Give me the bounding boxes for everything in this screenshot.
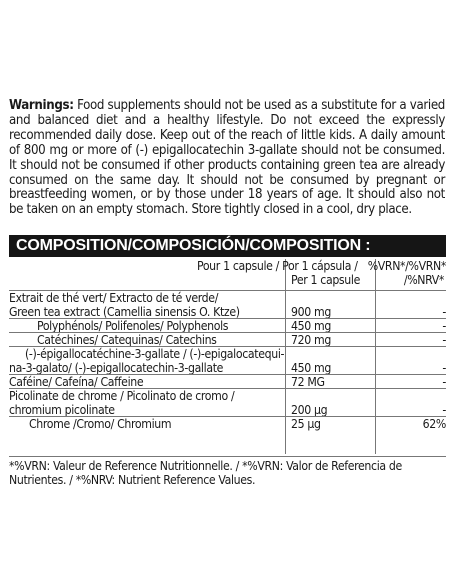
composition-title: COMPOSITION/COMPOSICIÓN/COMPOSITION : xyxy=(9,235,446,257)
ingredient-nrv: - xyxy=(442,319,446,333)
ingredient-amount: 25 µg xyxy=(291,417,321,431)
ingredient-name: Picolinate de chrome / Picolinato de cromo / xyxy=(9,389,235,403)
ingredient-name: na-3-galato/ (-)-epigallocatechin-3-gallate xyxy=(9,361,224,375)
ingredient-name: Green tea extract (Camellia sinensis O. Ktze) xyxy=(9,305,240,319)
header-vrn: %VRN*/%VRN* xyxy=(367,259,446,273)
footnote: *%VRN: Valeur de Reference Nutritionnelle. / *%VRN: Valor de Referencia de Nutrientes. / *%NRV: Nutrient Reference Values. xyxy=(9,459,402,487)
header-per-capsule-en: Per 1 capsule xyxy=(291,273,360,287)
ingredient-name: Catéchines/ Catequinas/ Catechins xyxy=(37,333,217,347)
warnings-paragraph xyxy=(9,99,445,218)
ingredient-amount: 72 MG xyxy=(291,375,325,389)
table-row xyxy=(9,416,446,431)
ingredient-name: chromium picolinate xyxy=(9,403,115,417)
table-row xyxy=(9,332,446,347)
ingredient-nrv: - xyxy=(442,403,446,417)
table-row xyxy=(9,318,446,333)
ingredient-amount: 450 mg xyxy=(291,319,331,333)
ingredient-nrv: - xyxy=(442,361,446,375)
table-row xyxy=(9,290,446,319)
table-header-row-2 xyxy=(9,273,446,287)
ingredient-name: Chrome /Cromo/ Chromium xyxy=(29,417,172,431)
ingredient-nrv: - xyxy=(442,305,446,319)
ingredient-name: Caféine/ Cafeína/ Caffeine xyxy=(9,375,144,389)
ingredient-amount: 720 mg xyxy=(291,333,331,347)
header-per-capsule: Pour 1 capsule / Por 1 cápsula / xyxy=(197,259,358,273)
ingredient-amount: 450 mg xyxy=(291,361,331,375)
ingredient-amount: 900 mg xyxy=(291,305,331,319)
ingredient-nrv: - xyxy=(442,333,446,347)
ingredient-nrv: 62% xyxy=(422,417,446,431)
ingredient-name: Polyphénols/ Polifenoles/ Polyphenols xyxy=(37,319,229,333)
ingredient-amount: 200 µg xyxy=(291,403,328,417)
warnings-text: Food supplements should not be used as a substitute for a varied and balanced diet and a healthy lifestyle. Do not exceed the expressly recommended daily dose. Keep out of the reach of little kids. A daily amount of 800 mg or more of (-) epigallocatechin 3-gallate should not be consumed. It should not be consumed if other products containing green tea are already consumed on the same day. It should not be consumed by pregnant or breastfeeding women, or by those under 18 years of age. It should also not be taken on an empty stomach. Store tightly closed in a cool, dry place. xyxy=(9,98,445,218)
table-header-row-1 xyxy=(9,259,446,273)
table-row xyxy=(9,388,446,417)
table-bottom-rule xyxy=(9,456,446,457)
table-row xyxy=(9,374,446,389)
ingredient-name: (-)-épigallocatéchine-3-gallate / (-)-epigalocatequi- xyxy=(25,347,285,361)
ingredient-name: Extrait de thé vert/ Extracto de té verde/ xyxy=(9,291,219,305)
table-row xyxy=(9,346,446,375)
ingredient-nrv: - xyxy=(442,375,446,389)
warnings-label: Warnings: xyxy=(9,98,74,113)
header-nrv: /%NRV* xyxy=(403,273,444,287)
